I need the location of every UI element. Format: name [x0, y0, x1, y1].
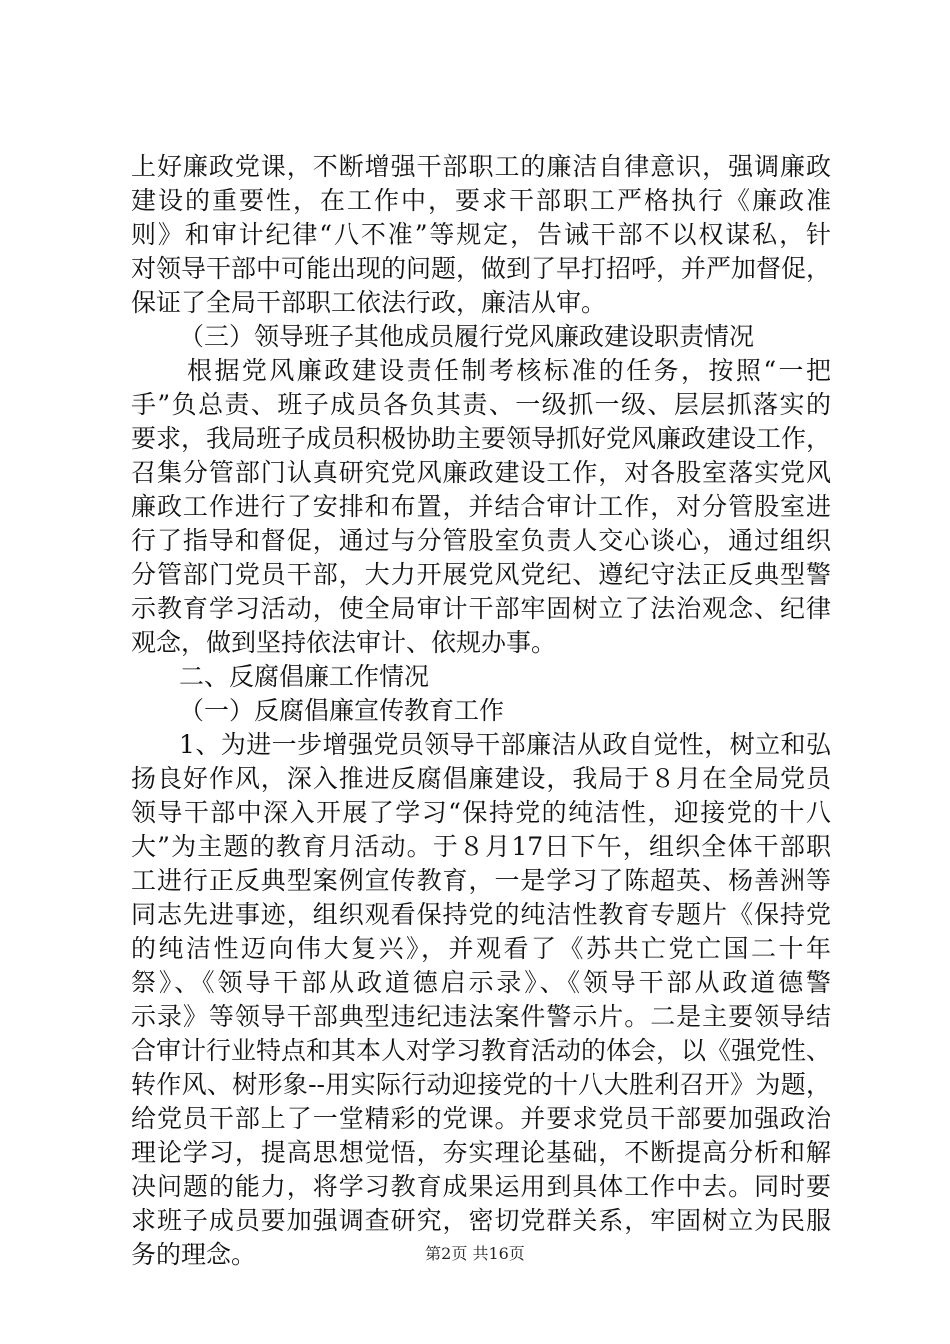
document-body [131, 150, 831, 1272]
text-line: 根据党风廉政建设责任制考核标准的任务，按照“一把 [187, 356, 831, 385]
text-line: 大”为主题的教育月活动。于８月17日下午，组织全体干部职 [131, 832, 831, 861]
text-line: 建设的重要性，在工作中，要求干部职工严格执行《廉政准 [131, 186, 831, 215]
text-line: 的纯洁性迈向伟大复兴》，并观看了《苏共亡党亡国二十年 [131, 934, 831, 963]
text-line: 要求，我局班子成员积极协助主要领导抓好党风廉政建设工作， [131, 424, 831, 453]
text-line: 示教育学习活动，使全局审计干部牢固树立了法治观念、纪律 [131, 594, 831, 623]
text-line: 同志先进事迹，组织观看保持党的纯洁性教育专题片《保持党 [131, 900, 831, 929]
text-line: 转作风、树形象--用实际行动迎接党的十八大胜利召开》为题， [131, 1070, 831, 1099]
text-line: 观念，做到坚持依法审计、依规办事。 [131, 628, 557, 657]
text-line: 上好廉政党课，不断增强干部职工的廉洁自律意识，强调廉政 [131, 152, 831, 181]
text-line: 二、反腐倡廉工作情况 [179, 662, 430, 691]
text-line: 求班子成员要加强调查研究，密切党群关系，牢固树立为民服 [131, 1206, 831, 1235]
text-line: 分管部门党员干部，大力开展党风党纪、遵纪守法正反典型警 [131, 560, 831, 589]
text-line: 示录》等领导干部典型违纪违法案件警示片。二是主要领导结 [131, 1002, 831, 1031]
text-line: 则》和审计纪律“八不准”等规定，告诫干部不以权谋私，针 [131, 220, 831, 249]
text-line: 决问题的能力，将学习教育成果运用到具体工作中去。同时要 [131, 1172, 831, 1201]
text-line: 扬良好作风，深入推进反腐倡廉建设，我局于８月在全局党员 [131, 764, 831, 793]
page-footer: 第2页 共16页 [425, 1244, 525, 1263]
text-line: 领导干部中深入开展了学习“保持党的纯洁性，迎接党的十八 [131, 798, 831, 827]
text-line: 祭》、《领导干部从政道德启示录》、《领导干部从政道德警 [131, 968, 831, 997]
text-line: 行了指导和督促，通过与分管股室负责人交心谈心，通过组织 [131, 526, 831, 555]
text-line: 召集分管部门认真研究党风廉政建设工作，对各股室落实党风 [131, 458, 831, 487]
text-line: 对领导干部中可能出现的问题，做到了早打招呼，并严加督促， [131, 254, 831, 283]
text-line: 1、为进一步增强党员领导干部廉洁从政自觉性，树立和弘 [179, 730, 831, 759]
text-line: 给党员干部上了一堂精彩的党课。并要求党员干部要加强政治 [131, 1104, 831, 1133]
text-line: 保证了全局干部职工依法行政，廉洁从审。 [131, 288, 607, 317]
text-line: 合审计行业特点和其本人对学习教育活动的体会，以《强党性、 [131, 1036, 831, 1065]
text-line: 务的理念。 [131, 1240, 257, 1269]
text-line: 廉政工作进行了安排和布置，并结合审计工作，对分管股室进 [131, 492, 831, 521]
text-line: 手”负总责、班子成员各负其责、一级抓一级、层层抓落实的 [131, 390, 831, 419]
text-line: 工进行正反典型案例宣传教育，一是学习了陈超英、杨善洲等 [131, 866, 831, 895]
text-line: （一）反腐倡廉宣传教育工作 [179, 696, 505, 725]
text-line: 理论学习，提高思想觉悟，夯实理论基础，不断提高分析和解 [131, 1138, 831, 1167]
text-line: （三）领导班子其他成员履行党风廉政建设职责情况 [179, 322, 755, 351]
